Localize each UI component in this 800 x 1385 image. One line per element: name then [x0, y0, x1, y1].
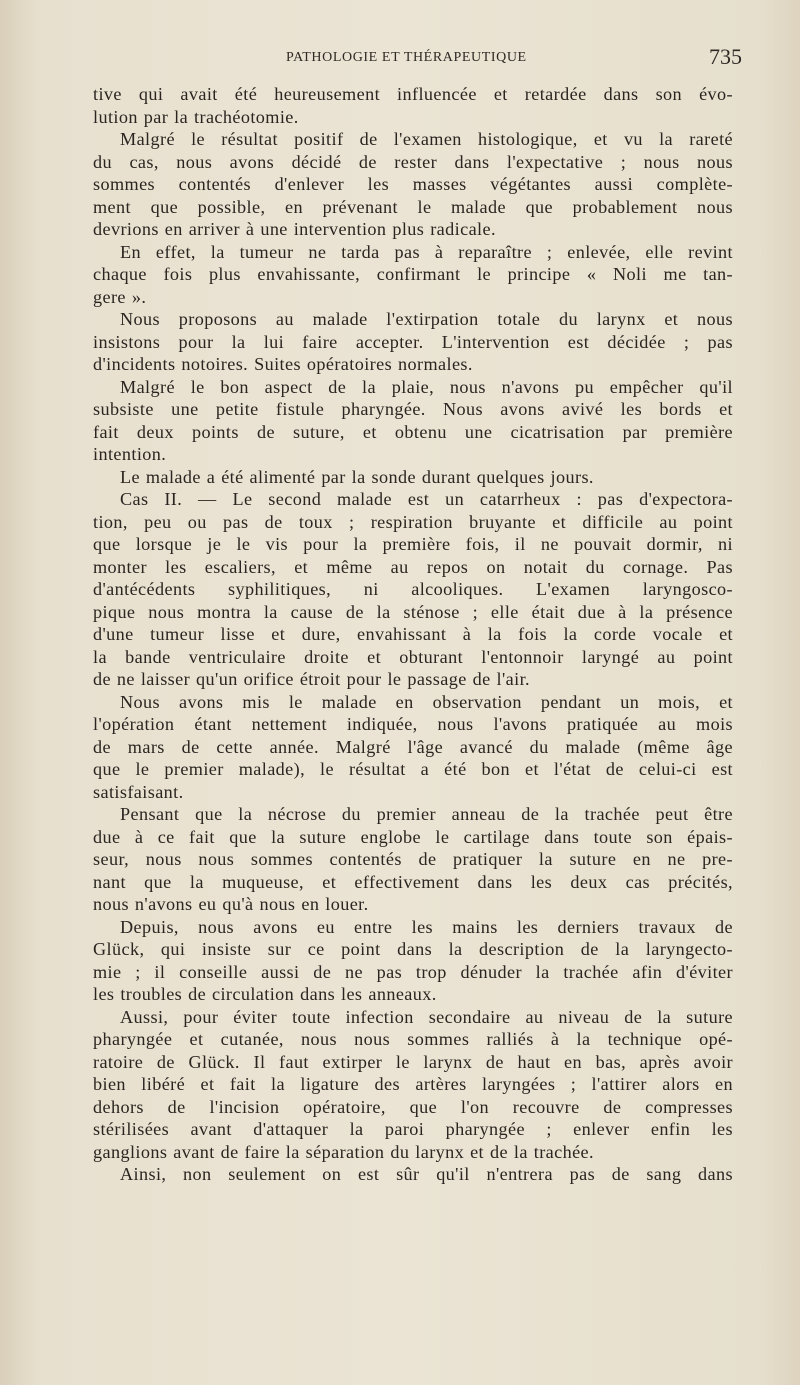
text-line: satisfaisant.	[93, 781, 184, 802]
text-line: pharyngée et cutanée, nous nous sommes ralliés à la technique opé-	[93, 1029, 733, 1049]
text-line: Malgré le résultat positif de l'examen histologique, et vu la rareté	[120, 129, 733, 149]
text-line: de ne laisser qu'un orifice étroit pour le passage de l'air.	[93, 669, 531, 689]
text-line: de mars de cette année. Malgré l'âge avancé du malade (même âge	[93, 736, 733, 757]
text-line: Aussi, pour éviter toute infection secondaire au niveau de la suture	[120, 1006, 733, 1027]
text-line: bien libéré et fait la ligature des artères laryngées ; l'attirer alors en	[93, 1074, 733, 1094]
text-line: Glück, qui insiste sur ce point dans la description de la laryngecto-	[93, 939, 733, 959]
text-line: intention.	[93, 444, 167, 464]
text-line: que le premier malade), le résultat a été bon et l'état de celui-ci est	[93, 759, 733, 779]
text-line: nant que la muqueuse, et effectivement dans les deux cas précités,	[93, 871, 733, 892]
text-line: subsiste une petite fistule pharyngée. Nous avons avivé les bords et	[93, 399, 733, 419]
text-line: fait deux points de suture, et obtenu une cicatrisation par première	[93, 421, 733, 442]
text-line: Pensant que la nécrose du premier anneau de la trachée peut être	[120, 804, 733, 824]
page-header	[286, 44, 742, 74]
page-number: 735	[709, 44, 742, 69]
body-text	[93, 83, 733, 1186]
text-line: Cas II. — Le second malade est un catarrheux : pas d'expectora-	[120, 489, 733, 509]
text-line: que lorsque je le vis pour la première fois, il ne pouvait dormir, ni	[93, 534, 733, 554]
text-line: Ainsi, non seulement on est sûr qu'il n'entrera pas de sang dans	[120, 1164, 733, 1184]
text-line: d'une tumeur lisse et dure, envahissant à la fois la corde vocale et	[93, 624, 733, 644]
text-line: tive qui avait été heureusement influencée et retardée dans son évo-	[93, 84, 733, 104]
text-line: En effet, la tumeur ne tarda pas à reparaître ; enlevée, elle revint	[120, 241, 733, 262]
text-line: pique nous montra la cause de la sténose ; elle était due à la présence	[93, 601, 733, 622]
text-line: dehors de l'incision opératoire, que l'on recouvre de compresses	[93, 1096, 733, 1117]
text-line: la bande ventriculaire droite et obturant l'entonnoir laryngé au point	[93, 646, 733, 667]
text-line: d'incidents notoires. Suites opératoires normales.	[93, 354, 473, 374]
text-line: nous n'avons eu qu'à nous en louer.	[93, 894, 369, 914]
text-line: ganglions avant de faire la séparation du larynx et de la trachée.	[93, 1141, 594, 1162]
text-line: gere ».	[93, 286, 147, 307]
text-line: stérilisées avant d'attaquer la paroi pharyngée ; enlever enfin les	[93, 1119, 733, 1139]
text-line: ment que possible, en prévenant le malade que probablement nous	[93, 196, 733, 217]
text-line: ratoire de Glück. Il faut extirper le larynx de haut en bas, après avoir	[93, 1051, 733, 1072]
text-line: Malgré le bon aspect de la plaie, nous n'avons pu empêcher qu'il	[120, 376, 733, 397]
text-line: Le malade a été alimenté par la sonde durant quelques jours.	[120, 466, 594, 487]
text-line: mie ; il conseille aussi de ne pas trop dénuder la trachée afin d'éviter	[93, 961, 733, 982]
text-line: monter les escaliers, et même au repos on notait du cornage. Pas	[93, 556, 733, 577]
text-line: seur, nous nous sommes contentés de pratiquer la suture en ne pre-	[93, 849, 733, 869]
text-line: d'antécédents syphilitiques, ni alcooliques. L'examen laryngosco-	[93, 579, 733, 599]
text-line: devrions en arriver à une intervention plus radicale.	[93, 219, 496, 239]
text-line: due à ce fait que la suture englobe le cartilage dans toute son épais-	[93, 826, 733, 847]
running-title: PATHOLOGIE ET THÉRAPEUTIQUE	[286, 50, 527, 65]
text-line: insistons pour la lui faire accepter. L'intervention est décidée ; pas	[93, 331, 733, 352]
text-line: Nous proposons au malade l'extirpation totale du larynx et nous	[120, 309, 733, 329]
text-line: du cas, nous avons décidé de rester dans l'expectative ; nous nous	[93, 151, 733, 172]
text-line: lution par la trachéotomie.	[93, 106, 299, 127]
text-line: Depuis, nous avons eu entre les mains les derniers travaux de	[120, 916, 733, 937]
text-line: sommes contentés d'enlever les masses végétantes aussi complète-	[93, 174, 733, 194]
text-line: Nous avons mis le malade en observation pendant un mois, et	[120, 691, 733, 712]
text-line: tion, peu ou pas de toux ; respiration bruyante et difficile au point	[93, 511, 733, 532]
text-line: l'opération étant nettement indiquée, nous l'avons pratiquée au mois	[93, 714, 733, 734]
text-line: chaque fois plus envahissante, confirmant le principe « Noli me tan-	[93, 264, 733, 284]
text-line: les troubles de circulation dans les anneaux.	[93, 984, 437, 1004]
